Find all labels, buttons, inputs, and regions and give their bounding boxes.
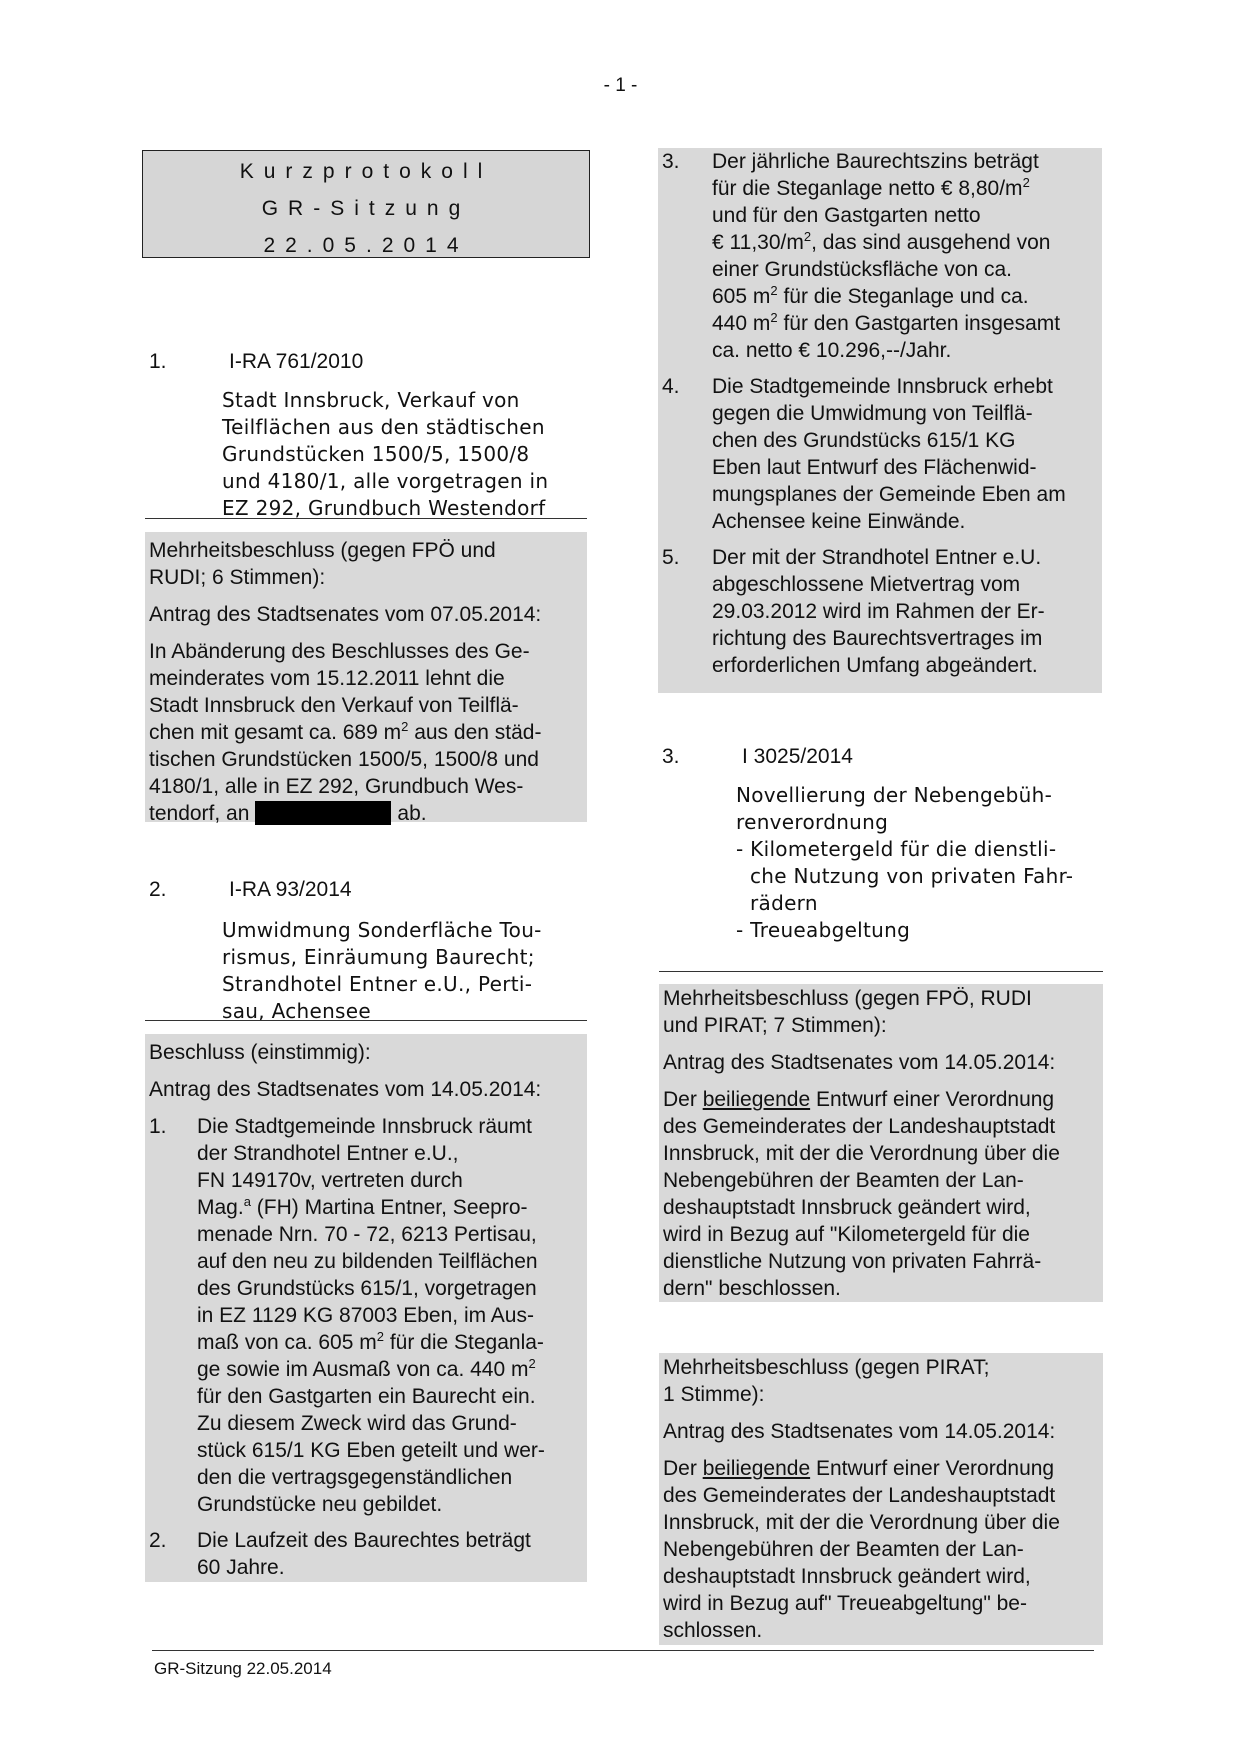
item3-subject-line: renverordnung: [736, 810, 889, 834]
text-line: Nebengebühren der Beamten der Lan-: [663, 1538, 1024, 1561]
text-line: des Gemeinderates der Landeshauptstadt: [663, 1484, 1056, 1507]
text-line: Die Stadtgemeinde Innsbruck erhebt: [712, 375, 1053, 398]
text-line: Der mit der Strandhotel Entner e.U.: [712, 546, 1042, 569]
text-line: gegen die Umwidmung von Teilflä-: [712, 402, 1033, 425]
item1-subject-line: EZ 292, Grundbuch Westendorf: [222, 496, 546, 520]
text-part: für die Steganlage und ca.: [777, 285, 1029, 308]
text-line: wird in Bezug auf "Kilometergeld für die: [663, 1223, 1030, 1246]
text-line: Nebengebühren der Beamten der Lan-: [663, 1169, 1024, 1192]
text-line: stück 615/1 KG Eben geteilt und wer-: [197, 1439, 545, 1462]
item3-decision-1: [663, 985, 1099, 1039]
text-line: chen des Grundstücks 615/1 KG: [712, 429, 1016, 452]
protocol-header-box: [142, 150, 590, 258]
text-line: tischen Grundstücken 1500/5, 1500/8 und: [149, 748, 539, 771]
header-date: 22.05.2014: [263, 234, 469, 257]
text-line: des Grundstücks 615/1, vorgetragen: [197, 1277, 537, 1300]
text-line: in EZ 1129 KG 87003 Eben, im Aus-: [197, 1304, 534, 1327]
item1-text: [149, 638, 583, 827]
point-number: 3.: [662, 150, 680, 173]
text-part: aus den städ-: [408, 721, 542, 744]
text-part: ge sowie im Ausmaß von ca. 440 m: [197, 1358, 529, 1381]
text-line: wird in Bezug auf" Treueabgeltung" be-: [663, 1592, 1027, 1615]
item2-point-5: [662, 544, 1098, 679]
item2-subject-line: sau, Achensee: [222, 999, 371, 1023]
item2-subject-line: Strandhotel Entner e.U., Perti-: [222, 972, 533, 996]
underlined-word: beiliegende: [702, 1457, 811, 1480]
item3-antrag-2: Antrag des Stadtsenates vom 14.05.2014:: [663, 1420, 1056, 1443]
text-part: (FH) Martina Entner, Seepro-: [250, 1196, 528, 1219]
text-line: [149, 719, 583, 746]
item1-subject: [222, 387, 602, 522]
text-line: Die Laufzeit des Baurechtes beträgt: [197, 1529, 531, 1552]
superscript: a: [243, 1194, 251, 1209]
text-line: ca. netto € 10.296,--/Jahr.: [712, 339, 952, 362]
item3-subject-line: Novellierung der Nebengebüh-: [736, 783, 1053, 807]
item3-text-2: [663, 1455, 1099, 1644]
item2-continuation-block: [658, 148, 1102, 693]
text-line: dienstliche Nutzung von privaten Fahrrä-: [663, 1250, 1042, 1273]
point-number: 1.: [149, 1115, 167, 1138]
item2-subject: [222, 917, 602, 1025]
item3-heading: [662, 743, 1102, 770]
text-line: Der jährliche Baurechtszins beträgt: [712, 150, 1039, 173]
item2-reference: I-RA 93/2014: [229, 878, 352, 901]
item3-bullet-line: - Treueabgeltung: [736, 918, 911, 942]
superscript: 2: [803, 229, 812, 244]
item3-bullet-line: rädern: [750, 891, 818, 915]
text-line: [712, 175, 1098, 202]
text-line: menade Nrn. 70 - 72, 6213 Pertisau,: [197, 1223, 537, 1246]
decision-line: Mehrheitsbeschluss (gegen FPÖ, RUDI: [663, 987, 1032, 1010]
item3-decision-2: [663, 1354, 1099, 1408]
item3-text-1: [663, 1086, 1099, 1302]
text-part: für die Steganlage netto € 8,80/m: [712, 177, 1023, 200]
superscript: 2: [770, 310, 778, 325]
text-line: schlossen.: [663, 1619, 763, 1642]
underlined-word: beiliegende: [702, 1088, 811, 1111]
text-line: dern" beschlossen.: [663, 1277, 841, 1300]
item2-number: 2.: [149, 878, 167, 901]
item2-decision: Beschluss (einstimmig):: [149, 1041, 371, 1064]
text-line: [712, 310, 1098, 337]
text-line: [197, 1356, 583, 1383]
text-line: des Gemeinderates der Landeshauptstadt: [663, 1115, 1056, 1138]
text-line: Zu diesem Zweck wird das Grund-: [197, 1412, 517, 1435]
text-line: Die Stadtgemeinde Innsbruck räumt: [197, 1115, 533, 1138]
text-part: € 11,30/m: [712, 231, 804, 254]
item3-bullet-line: - Kilometergeld für die dienstli-: [736, 837, 1057, 861]
item1-divider: [145, 518, 587, 519]
text-line: Grundstücke neu gebildet.: [197, 1493, 443, 1516]
item1-antrag: Antrag des Stadtsenates vom 07.05.2014:: [149, 603, 542, 626]
text-line: [663, 1086, 1099, 1113]
text-line: 60 Jahre.: [197, 1556, 285, 1579]
text-line: [197, 1329, 583, 1356]
text-part: Entwurf einer Verordnung: [810, 1088, 1055, 1111]
text-line: FN 149170v, vertreten durch: [197, 1169, 463, 1192]
header-session: GR-Sitzung: [261, 197, 471, 220]
item2-divider: [145, 1020, 587, 1021]
item1-reference: I-RA 761/2010: [229, 350, 364, 373]
text-line: einer Grundstücksfläche von ca.: [712, 258, 1012, 281]
text-line: [712, 283, 1098, 310]
superscript: 2: [770, 283, 778, 298]
header-title: Kurzprotokoll: [239, 160, 493, 183]
text-part: 605 m: [712, 285, 771, 308]
text-line: auf den neu zu bildenden Teilflächen: [197, 1250, 538, 1273]
text-line: den die vertragsgegenständlichen: [197, 1466, 513, 1489]
item2-point-4: [662, 373, 1098, 535]
item2-heading: [149, 876, 589, 903]
text-line: 29.03.2012 wird im Rahmen der Er-: [712, 600, 1045, 623]
item3-divider: [659, 971, 1103, 972]
decision-line: und PIRAT; 7 Stimmen):: [663, 1014, 887, 1037]
text-part: 440 m: [712, 312, 771, 335]
decision-line: Mehrheitsbeschluss (gegen PIRAT;: [663, 1356, 990, 1379]
text-line: In Abänderung des Beschlusses des Ge-: [149, 640, 530, 663]
decision-line: 1 Stimme):: [663, 1383, 765, 1406]
item1-heading: [149, 348, 589, 375]
item3-antrag-1: Antrag des Stadtsenates vom 14.05.2014:: [663, 1051, 1056, 1074]
text-line: [712, 229, 1098, 256]
item1-decision: [149, 537, 583, 591]
text-part: Der: [663, 1088, 703, 1111]
text-line: mungsplanes der Gemeinde Eben am: [712, 483, 1066, 506]
item3-reference: I 3025/2014: [742, 745, 853, 768]
text-line: deshauptstadt Innsbruck geändert wird,: [663, 1565, 1031, 1588]
redaction-bar: [255, 801, 391, 825]
item3-bullet-line: che Nutzung von privaten Fahr-: [750, 864, 1074, 888]
text-part: tendorf, an: [149, 802, 250, 825]
superscript: 2: [528, 1356, 536, 1371]
text-line: Achensee keine Einwände.: [712, 510, 966, 533]
text-part: Der: [663, 1457, 703, 1480]
item2-point-1: [149, 1113, 583, 1518]
point-number: 4.: [662, 375, 680, 398]
item2-subject-line: Umwidmung Sonderfläche Tou-: [222, 918, 542, 942]
footer-text: GR-Sitzung 22.05.2014: [154, 1659, 332, 1678]
text-part: Mag.: [197, 1196, 244, 1219]
item3-number: 3.: [662, 745, 680, 768]
item1-subject-line: Teilflächen aus den städtischen: [222, 415, 545, 439]
text-line: Stadt Innsbruck den Verkauf von Teilflä-: [149, 694, 519, 717]
item2-subject-line: rismus, Einräumung Baurecht;: [222, 945, 535, 969]
item1-subject-line: Stadt Innsbruck, Verkauf von: [222, 388, 520, 412]
decision-line: Mehrheitsbeschluss (gegen FPÖ und: [149, 539, 496, 562]
text-part: maß von ca. 605 m: [197, 1331, 377, 1354]
text-part: Entwurf einer Verordnung: [810, 1457, 1055, 1480]
text-part: , das sind ausgehend von: [811, 231, 1051, 254]
text-part: für den Gastgarten insgesamt: [777, 312, 1061, 335]
text-part: ab.: [397, 802, 427, 825]
text-line: und für den Gastgarten netto: [712, 204, 981, 227]
text-line: [663, 1455, 1099, 1482]
text-line: Eben laut Entwurf des Flächenwid-: [712, 456, 1037, 479]
text-line: der Strandhotel Entner e.U.,: [197, 1142, 459, 1165]
text-line: für den Gastgarten ein Baurecht ein.: [197, 1385, 536, 1408]
text-line: [197, 1194, 583, 1221]
item1-subject-line: Grundstücken 1500/5, 1500/8: [222, 442, 530, 466]
item2-point-3: [662, 148, 1098, 364]
text-line: deshauptstadt Innsbruck geändert wird,: [663, 1196, 1031, 1219]
superscript: 2: [401, 719, 409, 734]
text-line: Innsbruck, mit der die Verordnung über die: [663, 1511, 1060, 1534]
text-line: Innsbruck, mit der die Verordnung über die: [663, 1142, 1060, 1165]
text-line: [149, 800, 583, 827]
footer-divider: [152, 1650, 1094, 1651]
item2-point-2: [149, 1527, 583, 1581]
item3-subject: [736, 782, 1106, 944]
item1-number: 1.: [149, 350, 167, 373]
page-number: - 1 -: [603, 75, 638, 96]
text-line: 4180/1, alle in EZ 292, Grundbuch Wes-: [149, 775, 524, 798]
text-part: für die Steganla-: [383, 1331, 544, 1354]
text-line: meinderates vom 15.12.2011 lehnt die: [149, 667, 505, 690]
text-line: erforderlichen Umfang abgeändert.: [712, 654, 1038, 677]
text-line: abgeschlossene Mietvertrag vom: [712, 573, 1021, 596]
item1-decision-block: [145, 532, 587, 825]
item3-decision-block-1: [659, 984, 1103, 1302]
point-number: 5.: [662, 546, 680, 569]
item2-decision-block: [145, 1034, 587, 1582]
text-part: chen mit gesamt ca. 689 m: [149, 721, 402, 744]
item2-antrag: Antrag des Stadtsenates vom 14.05.2014:: [149, 1078, 542, 1101]
text-line: richtung des Baurechtsvertrages im: [712, 627, 1043, 650]
item1-subject-line: und 4180/1, alle vorgetragen in: [222, 469, 549, 493]
superscript: 2: [376, 1329, 384, 1344]
point-number: 2.: [149, 1529, 167, 1552]
superscript: 2: [1022, 175, 1030, 190]
item3-decision-block-2: [659, 1353, 1103, 1645]
decision-line: RUDI; 6 Stimmen):: [149, 566, 326, 589]
